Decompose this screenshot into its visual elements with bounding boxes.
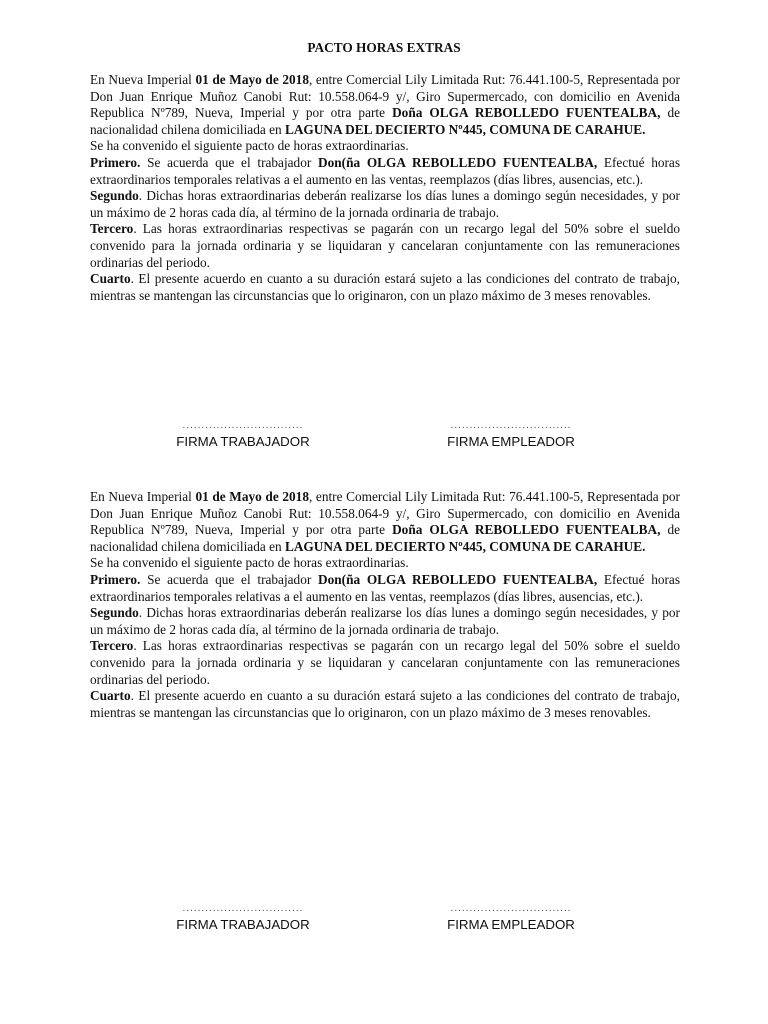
signature-line: ................................ [450,420,572,431]
signature-worker-1 [148,421,338,451]
clause-cuarto: Cuarto. El presente acuerdo en cuanto a su duración estará sujeto a las condiciones del contrato de trabajo, mientras se mantengan las circunstancias que lo originaron, con un plazo máximo de 3 meses renovables. [90,271,680,303]
clause-tercero: Tercero. Las horas extraordinarias respectivas se pagarán con un recargo legal del 50% sobre el sueldo convenido para la jornada ordinaria y se liquidaran y cancelaran conjuntamente con las remuneraciones ordinarias del periodo. [90,221,680,270]
intro-paragraph: En Nueva Imperial 01 de Mayo de 2018, entre Comercial Lily Limitada Rut: 76.441.100-5, Representada por Don Juan Enrique Muñoz Canobi Rut: 10.558.064-9 y/, Giro Supermercado, con domicilio en Avenida Republica Nº789, Nueva, Imperial y por otra parte Doña OLGA REBOLLEDO FUENTEALBA, de nacionalidad chilena domiciliada en LAGUNA DEL DECIERTO Nº445, COMUNA DE CARAHUE. [90,489,680,554]
clause-primero: Primero. Se acuerda que el trabajador Don(ña OLGA REBOLLEDO FUENTEALBA, Efectué horas extraordinarios temporales relativas a el aumento en las ventas, reemplazos (días libres, ausencias, etc.). [90,571,680,604]
signature-worker-2 [148,904,338,934]
agreed-line: Se ha convenido el siguiente pacto de horas extraordinarias. [90,138,409,154]
clause-tercero: Tercero. Las horas extraordinarias respectivas se pagarán con un recargo legal del 50% sobre el sueldo convenido para la jornada ordinaria y se liquidaran y cancelaran conjuntamente con las remuneraciones ordinarias del periodo. [90,638,680,687]
clause-primero: Primero. Se acuerda que el trabajador Don(ña OLGA REBOLLEDO FUENTEALBA, Efectué horas extraordinarios temporales relativas a el aumento en las ventas, reemplazos (días libres, ausencias, etc.). [90,154,680,187]
date: 01 de Mayo de 2018 [195,72,309,87]
date: 01 de Mayo de 2018 [195,489,309,504]
signature-employer-1 [416,421,606,451]
clause-segundo: Segundo. Dichas horas extraordinarias deberán realizarse los días lunes a domingo según necesidades, y por un máximo de 2 horas cada día, al término de la jornada ordinaria de trabajo. [90,188,680,220]
worker-name: Doña OLGA REBOLLEDO FUENTEALBA, [392,105,661,121]
worker-name: Doña OLGA REBOLLEDO FUENTEALBA, [392,522,661,538]
document-title: PACTO HORAS EXTRAS [307,40,461,55]
agreement-block-1 [90,72,680,304]
clause-cuarto: Cuarto. El presente acuerdo en cuanto a su duración estará sujeto a las condiciones del contrato de trabajo, mientras se mantengan las circunstancias que lo originaron, con un plazo máximo de 3 meses renovables. [90,688,680,720]
signature-label-worker: FIRMA TRABAJADOR [176,434,310,449]
signature-label-worker: FIRMA TRABAJADOR [176,917,310,932]
signature-label-employer: FIRMA EMPLEADOR [447,917,575,932]
signature-label-employer: FIRMA EMPLEADOR [447,434,575,449]
worker-address: LAGUNA DEL DECIERTO Nº445, COMUNA DE CARAHUE. [284,538,646,554]
worker-address: LAGUNA DEL DECIERTO Nº445, COMUNA DE CARAHUE. [284,121,646,137]
intro-paragraph: En Nueva Imperial 01 de Mayo de 2018, entre Comercial Lily Limitada Rut: 76.441.100-5, Representada por Don Juan Enrique Muñoz Canobi Rut: 10.558.064-9 y/, Giro Supermercado, con domicilio en Avenida Republica Nº789, Nueva, Imperial y por otra parte Doña OLGA REBOLLEDO FUENTEALBA, de nacionalidad chilena domiciliada en LAGUNA DEL DECIERTO Nº445, COMUNA DE CARAHUE. [90,72,680,137]
agreement-block-2 [90,489,680,721]
signature-line: ................................ [450,903,572,914]
agreed-line: Se ha convenido el siguiente pacto de horas extraordinarias. [90,555,409,571]
clause-segundo: Segundo. Dichas horas extraordinarias deberán realizarse los días lunes a domingo según necesidades, y por un máximo de 2 horas cada día, al término de la jornada ordinaria de trabajo. [90,605,680,637]
signature-line: ................................ [182,420,304,431]
signature-line: ................................ [182,903,304,914]
signature-employer-2 [416,904,606,934]
